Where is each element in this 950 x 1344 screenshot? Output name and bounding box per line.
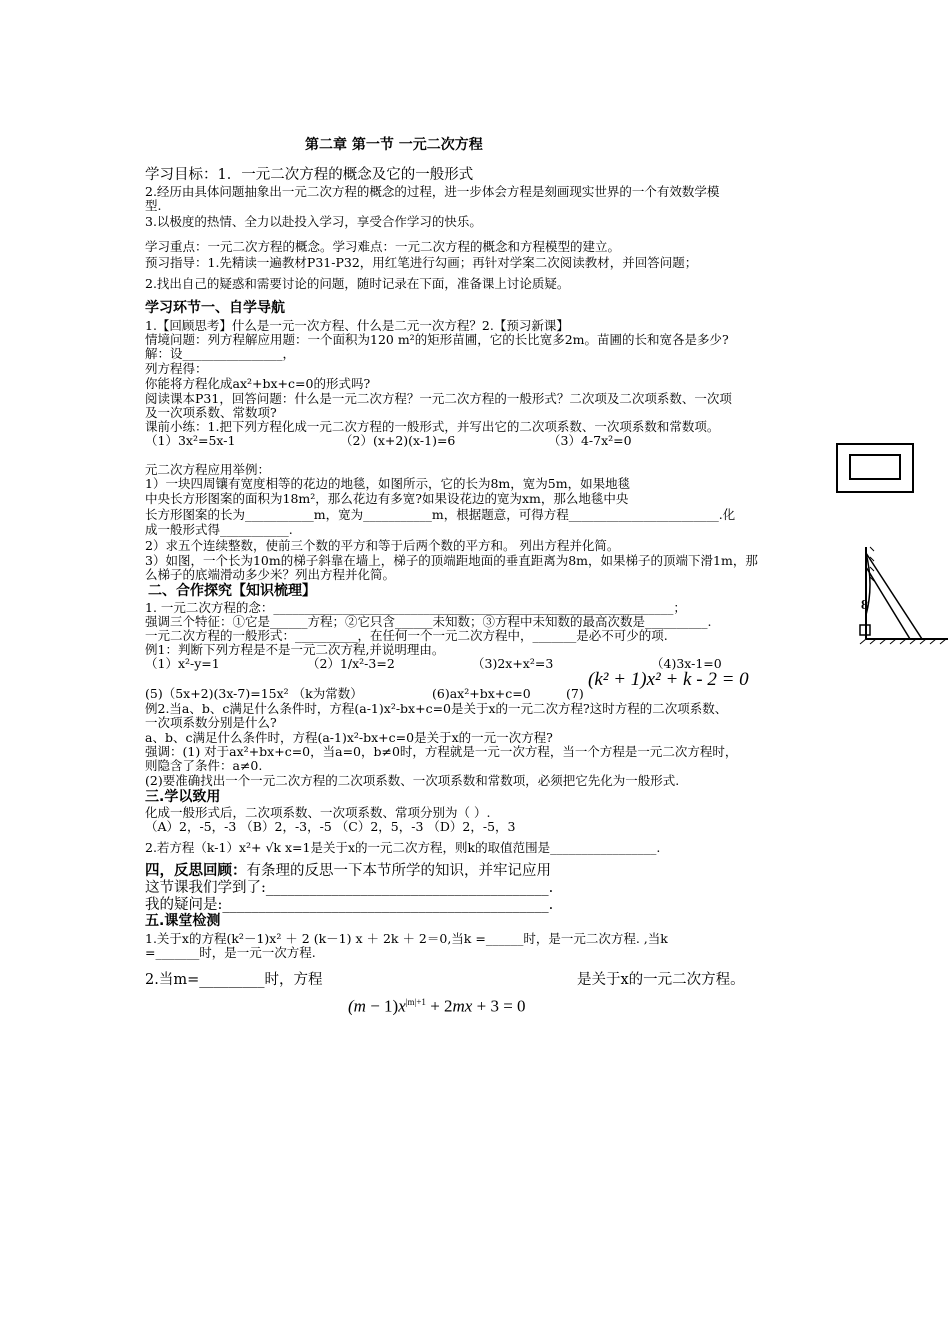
ladder-diagram bbox=[852, 545, 950, 645]
sec4-line: 这节课我们学到了:_______________________________________. bbox=[145, 880, 554, 896]
practice-3: （3）4-7x²=0 bbox=[548, 433, 632, 448]
sec5-line: =_______时，是一元一次方程. bbox=[145, 945, 316, 960]
sec1-line: 你能将方程化成ax²+bx+c=0的形式吗? bbox=[145, 376, 371, 391]
example-1: （1）x²-y=1 bbox=[145, 656, 220, 671]
app-line: 2）求五个连续整数，使前三个数的平方和等于后两个数的平方和。 列出方程并化简。 bbox=[145, 538, 620, 553]
app-line: 中央长方形图案的面积为18m²，那么花边有多宽?如果设花边的宽为xm，那么地毯中央 bbox=[145, 491, 629, 506]
section4 bbox=[145, 862, 551, 880]
goal-line-1: 学习目标：1．一元二次方程的概念及它的一般形式 bbox=[145, 167, 474, 183]
section4-heading-tail: 有条理的反思一下本节所学的知识，并牢记应用 bbox=[246, 863, 551, 879]
page-title: 第二章 第一节 一元二次方程 bbox=[305, 137, 483, 153]
sec3-line: 2.若方程（k-1）x²+ √k x=1是关于x的一元二次方程，则k的取值范围是_________________. bbox=[145, 840, 661, 855]
sec3-line: 化成一般形式后，二次项系数、一次项系数、常项分别为（ ）. bbox=[145, 805, 491, 820]
app-line: 成一般形式得___________. bbox=[145, 522, 293, 537]
app-line: 么梯子的底端滑动多少米？列出方程并化简。 bbox=[145, 567, 396, 582]
sec2-line: 例2.当a、b、c满足什么条件时，方程(a-1)x²-bx+c=0是关于x的一元二次方程?这时方程的二次项系数、 bbox=[145, 701, 728, 716]
example-3: （3)2x+x²=3 bbox=[472, 656, 554, 671]
sec2-line: 一次项系数分别是什么? bbox=[145, 715, 277, 730]
section1-heading: 学习环节一、自学导航 bbox=[145, 300, 285, 316]
goal-line-3: 型. bbox=[145, 198, 162, 213]
sec1-line: 列方程得： bbox=[145, 361, 208, 376]
section4-heading: 四，反思回顾： bbox=[145, 862, 247, 879]
goal-line-4: 3.以极度的热情、全力以赴投入学习，享受合作学习的快乐。 bbox=[145, 214, 482, 229]
example-4: （4)3x-1=0 bbox=[651, 656, 722, 671]
sec5-q2-left: 2.当m=_________时，方程 bbox=[145, 972, 323, 988]
app-line: 1）一块四周镶有宽度相等的花边的地毯，如图所示，它的长为8m，宽为5m，如果地毯 bbox=[145, 476, 631, 491]
sec2-line: 例1：判断下列方程是不是一元二次方程,并说明理由。 bbox=[145, 642, 445, 657]
sec2-line: 强调三个特征：①它是______方程；②它只含______未知数；③方程中未知数的最高次数是__________. bbox=[145, 614, 712, 629]
sec2-line: 则隐含了条件：a≠0. bbox=[145, 758, 263, 773]
app-line: 3）如图，一个长为10m的梯子斜靠在墙上，梯子的顶端距地面的垂直距离为8m，如果梯子的顶端下滑1m，那 bbox=[145, 553, 758, 568]
sec4-line: 我的疑问是:_____________________________________________. bbox=[145, 897, 554, 913]
goal-line-2: 2.经历由具体问题抽象出一元二次方程的概念的过程，进一步体会方程是刻画现实世界的一个有效数学模 bbox=[145, 184, 720, 199]
focus-line-1: 学习重点：一元二次方程的概念。学习难点：一元二次方程的概念和方程模型的建立。 bbox=[145, 239, 621, 254]
carpet-diagram bbox=[836, 443, 916, 495]
sec1-line: 解：设________________， bbox=[145, 346, 296, 361]
app-line: 长方形图案的长为___________m，宽为___________m，根据题意，可得方程________________________.化 bbox=[145, 507, 736, 522]
sec1-line: 阅读课本P31，回答问题：什么是一元二次方程？一元二次方程的一般形式？二次项及二次项系数、一次项 bbox=[145, 391, 732, 406]
focus-line-2: 预习指导：1.先精读一遍教材P31-P32，用红笔进行勾画；再针对学案二次阅读教材，并回答问题； bbox=[145, 255, 698, 270]
ladder-height-label: 8 bbox=[861, 598, 868, 613]
example-5: (5)（5x+2)(3x-7)=15x² （k为常数） bbox=[145, 686, 363, 701]
sec5-line: 1.关于x的方程(k²－1)x² ＋ 2 (k－1) x ＋ 2k ＋ 2＝0,当k =______时，是一元二次方程. ,当k bbox=[145, 931, 668, 946]
sec2-line: 强调：(1) 对于ax²+bx+c=0，当a=0，b≠0时，方程就是一元一次方程，当一个方程是一元二次方程时， bbox=[145, 744, 738, 759]
example-7-formula: (k² + 1)x² + k - 2 = 0 bbox=[588, 669, 749, 690]
sec2-line: 一元二次方程的一般形式：__________，在任何一个一元二次方程中，_______是必不可少的项. bbox=[145, 628, 668, 643]
focus-line-3: 2.找出自己的疑惑和需要讨论的问题，随时记录在下面，准备课上讨论质疑。 bbox=[145, 276, 570, 291]
app-line: 元二次方程应用举例： bbox=[145, 462, 271, 477]
section3-heading: 三.学以致用 bbox=[145, 789, 221, 805]
sec5-q2-right: 是关于x的一元二次方程。 bbox=[577, 972, 745, 988]
section2-heading: 二、合作探究【知识梳理】 bbox=[148, 583, 316, 599]
sec1-line: 及一次项系数、常数项? bbox=[145, 405, 277, 420]
sec1-line: 课前小练：1.把下列方程化成一元二次方程的一般形式，并写出它的二次项系数、一次项系数和常数项。 bbox=[145, 419, 720, 434]
sec2-line: 1. 一元二次方程的念：________________________________________________________________； bbox=[145, 600, 686, 615]
example-7-label: (7) bbox=[566, 686, 584, 701]
practice-2: （2）(x+2)(x-1)=6 bbox=[340, 433, 456, 448]
sec5-q2-formula: $(m - 1)x^{|m|+1} + 2mx + 3 = 0$ bbox=[348, 996, 526, 1016]
sec1-line: 情境问题：列方程解应用题：一个面积为120 m²的矩形苗圃，它的长比宽多2m。苗圃的长和宽各是多少? bbox=[145, 332, 729, 347]
sec3-options: （A）2，-5，-3 （B）2，-3，-5 （C）2，5，-3 （D）2，-5，3 bbox=[145, 819, 516, 834]
sec2-line: (2)要准确找出一个一元二次方程的二次项系数、一次项系数和常数项，必须把它先化为一般形式. bbox=[145, 773, 680, 788]
practice-1: （1）3x²=5x-1 bbox=[145, 433, 236, 448]
sec2-line: a、b、c满足什么条件时，方程(a-1)x²-bx+c=0是关于x的一元一次方程? bbox=[145, 730, 553, 745]
example-2: （2）1/x²-3=2 bbox=[307, 656, 395, 671]
sec1-line: 1.【回顾思考】什么是一元一次方程、什么是二元一次方程？2.【预习新课】 bbox=[145, 318, 569, 333]
section5-heading: 五.课堂检测 bbox=[145, 913, 221, 929]
example-6: (6)ax²+bx+c=0 bbox=[432, 686, 531, 701]
